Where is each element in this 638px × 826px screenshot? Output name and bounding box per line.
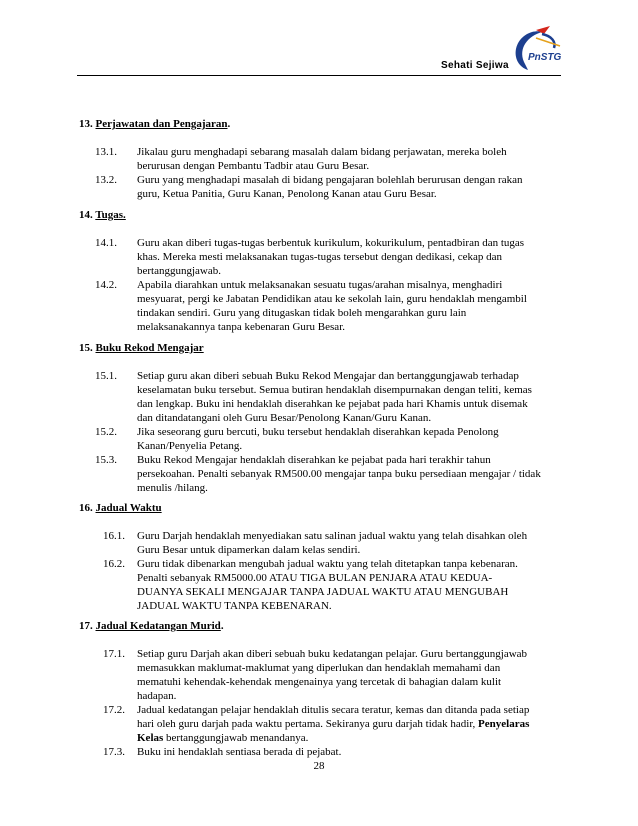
clause-line-text: Setiap guru akan diberi sebuah Buku Rekod Mengajar dan bertanggungjawab terhadap — [137, 370, 519, 382]
running-header: Sehati Sejiwa — [441, 60, 509, 71]
clause-line-text: mesyuarat, pergi ke Jabatan Pendidikan atau ke sekolah lain, guru hendaklah mengambil — [137, 293, 527, 305]
clause-line-text: DUANYA SEKALI MENGAJAR TANPA JADUAL WAKTU ATAU MENGUBAH — [137, 586, 509, 598]
clause-line — [137, 383, 557, 397]
clause-line-text: mematuhi kehendak-kehendak mengenainya yang tercetak di bahagian dalam kulit — [137, 676, 502, 688]
clause-line — [137, 585, 557, 599]
clause-line-text: guru, Ketua Panitia, Guru Kanan, Penolong Kanan atau Guru Besar. — [137, 188, 437, 200]
section-number: 17. — [79, 620, 93, 632]
section-heading-suffix: . — [227, 118, 231, 130]
section-heading: Tugas. — [95, 209, 126, 221]
clause-line — [137, 557, 557, 571]
section-heading: Jadual Waktu — [95, 502, 162, 514]
clause-line — [137, 425, 557, 439]
clause-text — [137, 145, 557, 173]
clause-text — [137, 278, 557, 334]
clause-number: 15.1. — [95, 370, 117, 382]
clause-number: 16.2. — [103, 558, 125, 570]
clause-line-text: persekoahan. Penalti sebanyak RM500.00 mengajar tanpa buku persediaan mengajar / tidak — [137, 468, 541, 480]
clause-line — [137, 278, 557, 292]
clause-line — [137, 159, 557, 173]
clause-line — [137, 397, 557, 411]
clause-bold-text: Penyelaras — [478, 718, 530, 730]
clause-line — [137, 689, 557, 703]
clause-line-text: Apabila diarahkan untuk melaksanakan sesuatu tugas/arahan misalnya, menghadiri — [137, 279, 503, 291]
clause-number: 14.1. — [95, 237, 117, 249]
clause-line — [137, 703, 557, 717]
clause-line — [137, 467, 557, 481]
clause-text — [137, 557, 557, 613]
section-title-13 — [79, 117, 230, 131]
clause-line — [137, 292, 557, 306]
section-number: 14. — [79, 209, 93, 221]
clause-number: 16.1. — [103, 530, 125, 542]
section-number: 15. — [79, 342, 93, 354]
clause-text — [137, 425, 557, 453]
clause-line-text: Penalti sebanyak RM5000.00 ATAU TIGA BULAN PENJARA ATAU KEDUA- — [137, 572, 493, 584]
clause-line — [137, 647, 557, 661]
clause-line-text: Guru Darjah hendaklah menyediakan satu salinan jadual waktu yang telah disahkan oleh — [137, 530, 528, 542]
logo-wordmark: PnSTG — [528, 52, 562, 63]
clause-line — [137, 543, 557, 557]
clause-text — [137, 453, 557, 495]
clause-line-text: melaksanakannya tanpa kebenaran Guru Besar. — [137, 321, 345, 333]
section-number: 13. — [79, 118, 93, 130]
clause-line-text: menulis /hilang. — [137, 482, 208, 494]
clause-bold-text: Kelas — [137, 732, 164, 744]
clause-text — [137, 703, 557, 745]
clause-line — [137, 529, 557, 543]
clause-line — [137, 411, 557, 425]
clause-line-text: dan ditandatangani oleh Guru Besar/Penolong Kanan/Guru Kanan. — [137, 412, 432, 424]
section-title-16 — [79, 501, 162, 515]
clause-number: 17.3. — [103, 746, 125, 758]
clause-number: 13.2. — [95, 174, 117, 186]
clause-line — [137, 439, 557, 453]
clause-line — [137, 250, 557, 264]
clause-text — [137, 529, 557, 557]
clause-line-text: Kanan/Penyelia Petang. — [137, 440, 243, 452]
section-heading-suffix: . — [220, 620, 224, 632]
clause-line-text: JADUAL WAKTU TANPA KEBENARAN. — [137, 600, 332, 612]
clause-line-text: memasukkan maklumat-maklumat yang diperlukan dan hendaklah memahami dan — [137, 662, 501, 674]
clause-line — [137, 717, 557, 731]
header-rule — [77, 75, 561, 76]
clause-line — [137, 236, 557, 250]
section-heading: Jadual Kedatangan Murid — [95, 620, 221, 632]
clause-line — [137, 731, 557, 745]
section-title-17 — [79, 619, 224, 633]
clause-line-text: bertanggungjawab menandanya. — [163, 732, 309, 744]
clause-text — [137, 173, 557, 201]
clause-number: 17.2. — [103, 704, 125, 716]
clause-line — [137, 661, 557, 675]
clause-number: 15.3. — [95, 454, 117, 466]
clause-line-text: Buku Rekod Mengajar hendaklah diserahkan ke pejabat pada hari terakhir tahun — [137, 454, 491, 466]
clause-line — [137, 481, 557, 495]
clause-line-text: khas. Mereka mesti melaksanakan tugas-tugas tersebut dengan dedikasi, cekap dan — [137, 251, 503, 263]
clause-line-text: tindakan sendiri. Guru yang ditugaskan tidak boleh mengarahkan guru lain — [137, 307, 467, 319]
page-number: 28 — [313, 760, 325, 772]
clause-line-text: keselamatan buku tersebut. Semua butiran hendaklah disempurnakan dengan teliti, kemas — [137, 384, 532, 396]
clause-line-text: Guru akan diberi tugas-tugas berbentuk kurikulum, kokurikulum, pentadbiran dan tugas — [137, 237, 525, 249]
section-title-15 — [79, 341, 204, 355]
clause-text — [137, 369, 557, 425]
pnstg-logo — [506, 24, 566, 76]
clause-line-text: dan lengkap. Buku ini hendaklah diserahkan ke pejabat pada hari Khamis untuk disemak — [137, 398, 528, 410]
section-title-14 — [79, 208, 126, 222]
clause-line-text: berurusan dengan Pembantu Tadbir atau Guru Besar. — [137, 160, 370, 172]
clause-line-text: Jikalau guru menghadapi sebarang masalah dalam bidang perjawatan, mereka boleh — [137, 146, 507, 158]
clause-line — [137, 745, 557, 759]
clause-text — [137, 236, 557, 278]
clause-line-text: Guru Besar untuk dipamerkan dalam kelas sendiri. — [137, 544, 361, 556]
section-number: 16. — [79, 502, 93, 514]
clause-line-text: Guru tidak dibenarkan mengubah jadual waktu yang telah ditetapkan tanpa kebenaran. — [137, 558, 518, 570]
clause-line — [137, 599, 557, 613]
clause-line — [137, 453, 557, 467]
clause-line-text: Jadual kedatangan pelajar hendaklah ditulis secara teratur, kemas dan ditanda pada setiap — [137, 704, 530, 716]
clause-line-text: hari oleh guru darjah pada waktu pertama. Sekiranya guru darjah tidak hadir, — [137, 718, 479, 730]
clause-text — [137, 647, 557, 703]
clause-number: 15.2. — [95, 426, 117, 438]
clause-line — [137, 571, 557, 585]
clause-text — [137, 745, 557, 759]
clause-line-text: hadapan. — [137, 690, 177, 702]
clause-line-text: Guru yang menghadapi masalah di bidang pengajaran bolehlah berurusan dengan rakan — [137, 174, 523, 186]
clause-line — [137, 320, 557, 334]
clause-number: 14.2. — [95, 279, 117, 291]
clause-line — [137, 264, 557, 278]
clause-line-text: bertanggungjawab. — [137, 265, 221, 277]
clause-line — [137, 187, 557, 201]
clause-line — [137, 306, 557, 320]
clause-line — [137, 675, 557, 689]
section-heading: Perjawatan dan Pengajaran — [95, 118, 228, 130]
logo-swoosh-icon — [506, 24, 566, 76]
clause-number: 13.1. — [95, 146, 117, 158]
clause-line-text: Buku ini hendaklah sentiasa berada di pejabat. — [137, 746, 342, 758]
clause-number: 17.1. — [103, 648, 125, 660]
clause-line — [137, 173, 557, 187]
clause-line-text: Jika seseorang guru bercuti, buku tersebut hendaklah diserahkan kepada Penolong — [137, 426, 499, 438]
clause-line — [137, 369, 557, 383]
clause-line — [137, 145, 557, 159]
clause-line-text: Setiap guru Darjah akan diberi sebuah buku kedatangan pelajar. Guru bertanggungjawab — [137, 648, 528, 660]
section-heading: Buku Rekod Mengajar — [95, 342, 204, 354]
